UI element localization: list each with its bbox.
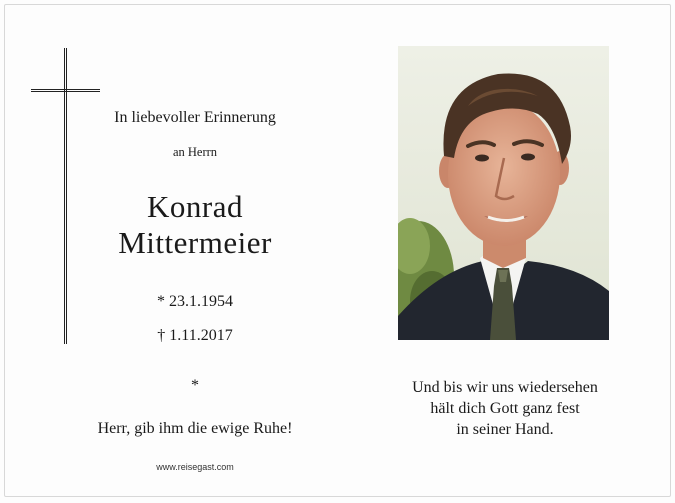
last-name: Mittermeier <box>118 225 272 260</box>
portrait-photo <box>398 46 609 340</box>
cross-icon-crossbar <box>31 89 100 92</box>
quote-line: in seiner Hand. <box>456 421 554 438</box>
portrait-illustration <box>398 46 609 340</box>
quote-block <box>380 377 630 440</box>
quote-line: hält dich Gott ganz fest <box>430 400 580 417</box>
death-date: † 1.11.2017 <box>157 327 233 344</box>
separator-asterisk: * <box>191 377 199 394</box>
memorial-heading: In liebevoller Erinnerung <box>114 109 276 126</box>
birth-date: * 23.1.1954 <box>157 293 233 310</box>
prayer-text: Herr, gib ihm die ewige Ruhe! <box>97 420 293 437</box>
first-name: Konrad <box>147 189 243 224</box>
cross-icon <box>64 48 67 344</box>
website-link: www.reisegast.com <box>156 462 234 472</box>
salutation: an Herrn <box>172 145 218 159</box>
quote-line: Und bis wir uns wiedersehen <box>412 379 598 396</box>
